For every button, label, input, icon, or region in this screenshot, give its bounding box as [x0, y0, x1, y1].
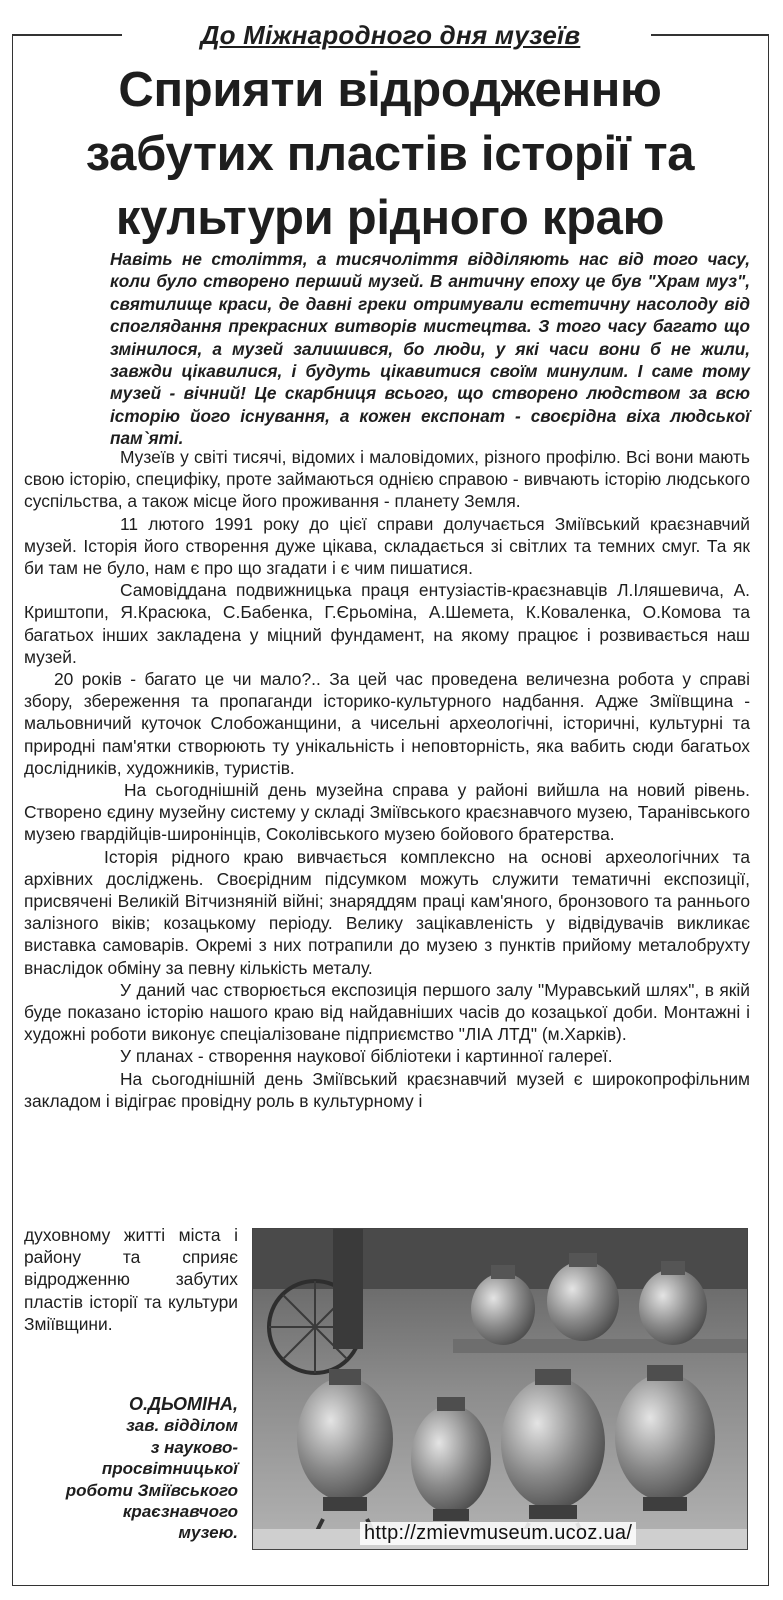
source-url: http://zmievmuseum.ucoz.ua/	[360, 1522, 636, 1545]
author-name: О.ДЬОМІНА,	[128, 1394, 238, 1414]
paragraph: На сьогоднішній день Зміївський краєзнавчий музей є широкопрофільним закладом і відіграє провідну роль в культурному і	[24, 1068, 750, 1111]
paragraph: У планах - створення наукової бібліотеки і картинної галереї.	[120, 1046, 613, 1067]
author-position-line: музею.	[178, 1523, 238, 1543]
author-position-line: роботи Зміївського	[65, 1480, 238, 1500]
author-position-line: просвітницької	[101, 1459, 238, 1479]
rubric-row	[12, 18, 769, 52]
side-column	[24, 1224, 238, 1335]
lead-paragraph: Навіть не століття, а тисячоліття відділяють нас від того часу, коли було створено перший музей. В античну епоху це був "Храм муз", святилище краси, де давні греки отримували естетичну насолоду від споглядання прекрасних витворів мистецтва. З того часу багато що змінилося, а музей залишився, бо люди, у які часи вони б не жили, завжди цікавилися, і будуть цікавитися своїм минулим. І саме тому музей - вічний! Це скарбниця всього, що створено людством за всю історію його існування, а кожен експонат - своєрідна віха людської пам`яті.	[110, 249, 750, 449]
photo-illustration	[253, 1229, 747, 1549]
headline-line-1: Сприяти відродженню	[118, 63, 662, 117]
paragraph: Музеїв у світі тисячі, відомих і маловідомих, різного профілю. Всі вони мають свою історію, специфіку, проте займаються однією справою - вивчають історію людського суспільства, а також місце його проживання - планету Земля.	[24, 447, 750, 512]
paragraph: 20 років - багато це чи мало?.. За цей час проведена величезна робота у справі збору, збереження та пропаганди історико-культурного надбання. Адже Зміївщина - мальовничий куточок Слобожанщини, а чисельні археологічні, історичні, культурні та природні пам'ятки створюють ту унікальність і неповторність, яка вабить сюди багатьох дослідників, художників, туристів.	[24, 669, 750, 778]
rubric-text: До Міжнародного дня музеїв	[193, 20, 589, 50]
side-paragraph: духовному житті міста і району та сприяє відродженню забутих пластів історії та культури Зміївщини.	[24, 1225, 238, 1334]
paragraph: Історія рідного краю вивчається комплексно на основі археологічних та архівних досліджень. Своєрідним підсумком можуть служити тематичні експозиції, присвячені Великій Вітчизняній війні; знаряддям праці кам'яного, бронзового та раннього залізного віків; козацькому періоду. Велику зацікавленість у відвідувачів викликає виставка самоварів. Окремі з них потрапили до музею з пунктів прийому металобрухту внаслідок обміну за певну кількість металу.	[24, 846, 750, 978]
paragraph: У даний час створюється експозиція першого залу "Муравський шлях", в якій буде показано історію нашого краю від найдавніших часів до козацької доби. Монтажні і художні роботи виконує спеціалізоване підприємство "ЛІА ЛТД" (м.Харків).	[24, 979, 750, 1045]
paragraph: Самовіддана подвижницька праця ентузіастів-краєзнавців Л.Іляшевича, А. Криштопи, Я.Красюка, С.Бабенка, Г.Єрьоміна, А.Шемета, К.Коваленка, О.Комова та багатьох інших закладена у міцний фундамент, на якому працює і розвивається наш музей.	[24, 580, 750, 667]
author-position-line: з науково-	[150, 1437, 238, 1457]
paragraph: На сьогоднішній день музейна справа у районі вийшла на новий рівень. Створено єдину музейну систему у складі Зміївського краєзнавчого музею, Таранівського музею гвардійців-широнінців, Соколівського музею бойового братерства.	[24, 780, 750, 845]
paragraph: 11 лютого 1991 року до цієї справи долучається Зміївський краєзнавчий музей. Історія його створення дуже цікава, складається зі світлих та темних смуг. Та як би там не було, нам є про що згадати і є чим пишатися.	[24, 513, 750, 579]
headline-line-3: культури рідного краю	[115, 191, 665, 245]
headline-line-2: забутих пластів історії та	[85, 127, 695, 181]
author-position-line: краєзнавчого	[122, 1502, 238, 1522]
samovar-exhibition-photo	[252, 1228, 748, 1550]
rubric	[12, 18, 769, 52]
headline	[30, 58, 750, 250]
author-signature	[24, 1394, 238, 1544]
author-position-line: зав. відділом	[126, 1416, 238, 1436]
article-body	[24, 446, 750, 1112]
